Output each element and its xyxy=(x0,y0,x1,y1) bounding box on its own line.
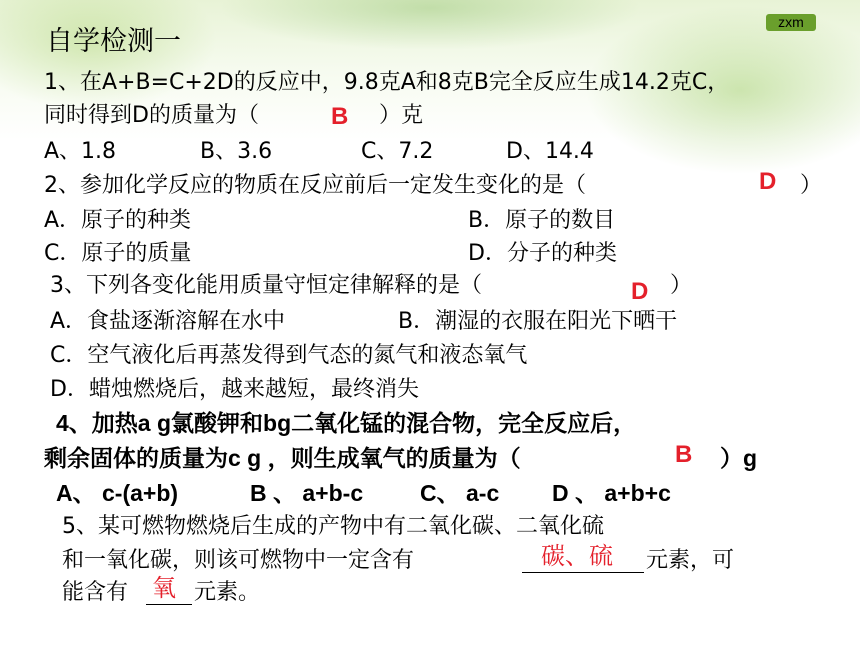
q2-option-b: B．原子的数目 xyxy=(468,208,616,233)
q5-blank-2 xyxy=(146,604,192,605)
q5-line1: 5、某可燃物燃烧后生成的产物中有二氧化碳、二氧化硫 xyxy=(62,514,604,539)
q4-line1: 4、加热a g氯酸钾和bg二氧化锰的混合物，完全反应后， xyxy=(56,410,637,436)
page-title: 自学检测一 xyxy=(46,26,181,57)
q3-option-a: A．食盐逐渐溶解在水中 xyxy=(50,309,286,334)
q3-stem: 3、下列各变化能用质量守恒定律解释的是（ xyxy=(50,273,482,298)
q3-option-c: C．空气液化后再蒸发得到气态的氮气和液态氧气 xyxy=(50,343,528,368)
q1-line2b: ）克 xyxy=(379,103,424,128)
q2-option-d: D．分子的种类 xyxy=(468,241,617,266)
q4-option-c: C、 a-c xyxy=(420,480,500,506)
q2-answer: D xyxy=(759,168,777,195)
q1-line1: 1、在A+B=C+2D的反应中，9.8克A和8克B完全反应生成14.2克C， xyxy=(44,70,730,95)
q5-answer-1: 碳、硫 xyxy=(541,542,613,570)
q4-option-d: D 、 a+b+c xyxy=(552,480,671,506)
q2-stem-end: ） xyxy=(800,173,823,198)
q4-line2a: 剩余固体的质量为c g ，则生成氧气的质量为（ xyxy=(44,445,521,471)
q1-line2a: 同时得到D的质量为（ xyxy=(44,103,259,128)
q1-option-a: A、1.8 xyxy=(44,139,117,164)
q5-line2a: 和一氧化碳，则该可燃物中一定含有 xyxy=(62,548,415,573)
zxm-tag: zxm xyxy=(766,14,816,31)
q1-option-b: B、3.6 xyxy=(200,139,273,164)
q5-line3a: 能含有 xyxy=(62,580,129,605)
q5-answer-2: 氧 xyxy=(152,574,176,602)
q4-answer: B xyxy=(675,441,693,468)
q4-option-a: A、 c-(a+b) xyxy=(56,480,179,506)
q4-line2b: ）g xyxy=(720,445,758,471)
q5-line2b: 元素，可 xyxy=(646,548,735,573)
q4-option-b: B 、 a+b-c xyxy=(250,480,364,506)
q5-line3b: 元素。 xyxy=(194,580,261,605)
q3-answer: D xyxy=(631,278,649,305)
q2-option-c: C．原子的质量 xyxy=(44,241,192,266)
q3-option-b: B．潮湿的衣服在阳光下晒干 xyxy=(398,309,678,334)
q5-blank-1 xyxy=(522,572,644,573)
q1-option-d: D、14.4 xyxy=(506,139,594,164)
q2-stem: 2、参加化学反应的物质在反应前后一定发生变化的是（ xyxy=(44,173,586,198)
q3-option-d: D．蜡烛燃烧后，越来越短，最终消失 xyxy=(50,377,419,402)
q1-answer: B xyxy=(331,103,349,130)
q2-option-a: A．原子的种类 xyxy=(44,208,192,233)
q1-option-c: C、7.2 xyxy=(361,139,434,164)
q3-stem-end: ） xyxy=(670,273,693,298)
